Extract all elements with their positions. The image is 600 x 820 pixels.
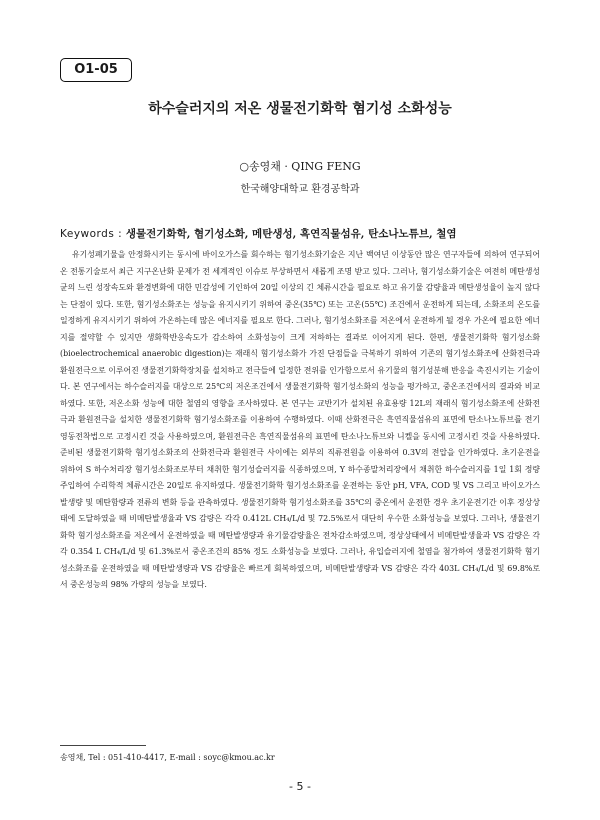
keywords-label: Keywords : bbox=[60, 228, 123, 240]
keywords-line bbox=[60, 226, 540, 241]
footnote: 송영채, Tel : 051-410-4417, E-mail : soyc@kmou.ac.kr bbox=[60, 753, 275, 762]
paper-code-badge: O1-05 bbox=[60, 58, 132, 82]
keywords-terms: 생물전기화학, 혐기성소화, 메탄생성, 흑연직물섬유, 탄소나노튜브, 철염 bbox=[125, 228, 457, 240]
abstract-paragraph: 유기성폐기물을 안정화시키는 동시에 바이오가스를 회수하는 혐기성소화기술은 지난 백여년 이상동안 많은 연구자들에 의하여 연구되어 온 전통기술로서 최근 지구온난화 문제가 전 세계적인 이슈로 부상하면서 새롭게 조명 받고 있다. 그러나, 혐기성소화기술은 여전히 메탄생성균의 느린 성장속도와 환경변화에 대한 민감성에 기인하여 20일 이상의 긴 체류시간을 필요로 하고 유기물 감량율과 메탄생성율이 높지 않다는 단점이 있다. 또한, 혐기성소화조는 성능을 유지시키기 위하여 중온(35℃) 또는 고온(55℃) 조건에서 운전하게 되는데, 소화조의 온도를 일정하게 유지시키기 위하여 가온하는데 많은 에너지를 필요로 한다. 그러나, 혐기성소화조를 저온에서 운전하게 될 경우 가온에 필요한 에너지를 절약할 수 있지만 생화학반응속도가 감소하여 소화성능이 크게 저하하는 결과로 이어지게 된다. 한편, 생물전기화학 혐기성소화(bioelectrochemical anaerobic digestion)는 재래식 혐기성소화가 가진 단점들을 극복하기 위하여 기존의 혐기성소화조에 산화전극과 환원전극으로 이루어진 생물전기화학장치를 설치하고 전극들에 일정한 전위를 인가함으로서 유기물의 혐기성분해 반응을 촉진시키는 기술이다. 본 연구에서는 하수슬러지를 대상으로 25℃의 저온조건에서 생물전기화학 혐기성소화의 성능을 평가하고, 중온조건에서의 결과와 비교하였다. 또한, 저온소화 성능에 대한 철염의 영향을 조사하였다. 본 연구는 교반기가 설치된 유효용량 12L의 재래식 혐기성소화조에 산화전극과 환원전극을 설치한 생물전기화학 혐기성소화조를 이용하여 수행하였다. 이때 산화전극은 흑연직물섬유의 표면에 탄소나노튜브를 전기영동전착법으로 고정시킨 것을 사용하였으며, 환원전극은 흑연직물섬유의 표면에 탄소나노튜브와 니켈을 동시에 고정시킨 것을 사용하였다. 준비된 생물전기화학 혐기성소화조의 산화전극과 환원전극 사이에는 외부의 직류전원을 이용하여 0.3V의 전압을 인가하였다. 초기운전을 위하여 S 하수처리장 혐기성소화조로부터 채취한 혐기성슬러지를 식종하였으며, Y 하수종말처리장에서 채취한 하수슬러지를 1일 1회 정량 주입하여 수리학적 체류시간은 20일로 유지하였다. 생물전기화학 혐기성소화조를 운전하는 동안 pH, VFA, COD 및 VS 그리고 바이오가스발생량 및 메탄함량과 전류의 변화 등을 관측하였다. 생물전기화학 혐기성소화조를 35℃의 중온에서 운전한 경우 초기운전기간 이후 정상상태에 도달하였을 때 비메탄발생율과 VS 감량은 각각 0.412L CH₄/L/d 및 72.5%로서 대단히 우수한 소화성능을 보였다. 그러나, 생물전기화학 혐기성소화조를 저온에서 운전하였을 때 메탄발생량과 유기물감량율은 전차감소하였으며, 정상상태에서 비메탄발생율과 VS 감량은 각각 0.354 L CH₄/L/d 및 61.3%로서 중온조건의 85% 정도 소화성능을 보였다. 그러나, 유입슬러지에 철염을 첨가하여 생물전기화학 혐기성소화조를 운전하였을 때 메탄발생량과 VS 감량율은 빠르게 회복하였으며, 비메탄발생량과 VS 감량은 각각 403L CH₄/L/d 및 69.8%로서 중온성능의 98% 가량의 성능을 보였다. bbox=[60, 250, 540, 589]
footnote-divider bbox=[60, 745, 146, 746]
paper-title: 하수슬러지의 저온 생물전기화학 혐기성 소화성능 bbox=[148, 101, 452, 117]
author-line: ○송영채 · QING FENG bbox=[239, 160, 361, 173]
abstract-body bbox=[60, 247, 540, 594]
affiliation: 한국해양대학교 환경공학과 bbox=[240, 184, 360, 195]
page-number: - 5 - bbox=[289, 780, 311, 793]
